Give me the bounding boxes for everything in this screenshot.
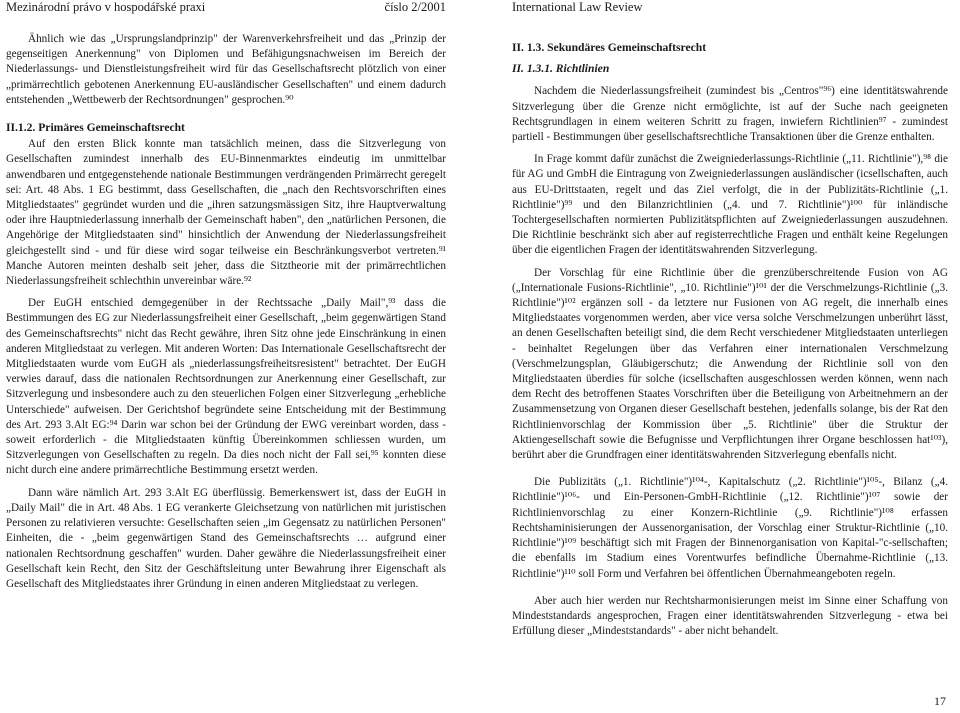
paragraph: Der Vorschlag für eine Richtlinie über die grenzüberschreitende Fusion von AG („Internationale Fusions-Richtlinie", „10. Richtlinie")¹⁰¹ der die Verschmelzungs-Richtlinie („3. Richtlinie")¹⁰² ergänzen soll - da letztere nur Fusionen von AG regelt, die innerhalb eines Mitgliedstaates vorgenommen werden, aber vice versa solche Verschmelzungen unberührt lässt, an denen Gesellschaften beteiligt sind, die dem Recht verschiedener Mitgliedstaaten unterliegen - beinhaltet Regelungen über das Verfahren einer internationalen Verschmelzung (Verschmelzungsplan, Gläubigerschutz; die Anwendung der Richtlinie soll von den Mitgliedstaaten überdies für solche (icsellschaften ausgeschlossen werden können, wenn nach dem Recht des betroffenen Staates Vorschriften über die Beteiligung von Arbeitnehmern an der Zusammensetzung von Organen dieser Gesellschaft bestehen, jedenfalls solange, bis der Rat den Richtlinienvorschlag der Kommission über „5. Richtlinie" über die Struktur der Aktiengesellschaft sowie die Befugnisse und Verpflichtungen ihrer Organe beschlossen hat¹⁰³), berührt aber die Grundfragen einer identitätswahrenden Sitzverlegung ebenfalls nicht. bbox=[512, 266, 948, 462]
paragraph: Auf den ersten Blick konnte man tatsächlich meinen, dass die Sitzverlegung von Gesellschaften zumindest innerhalb des EU-Binnenmarktes eindeutig im unmittelbar anwendbaren und entgegenstehende nationale Bestimmungen verdrängenden Primärrecht geregelt sei: Art. 48 Abs. 1 EG bestimmt, dass Gesellschaften, die „nach den Rechtsvorschriften eines Mitgliedstaates" gegründet wurden und die „ihren satzungsmässigen Sitz, ihre Hauptverwaltung oder ihre Hauptniederlassung innerhalb der Gemeinschaft haben", den „natürlichen Personen, die Angehörige der Mitgliedstaaten sind" hinsichtlich der Anwendung der Niederlassungsfreiheit gleichgestellt sind - und für diese wird sogar teilweise ein Beschränkungsverbot vertreten.⁹¹ Manche Autoren meinten deshalb seit jeher, dass die Sitztheorie mit der primärrechtlichen Niederlassungsfreiheit schlechthin unvereinbar wäre.⁹² bbox=[6, 138, 446, 288]
left-running-head bbox=[6, 0, 446, 18]
journal-title-en: International Law Review bbox=[512, 0, 643, 14]
paragraph: Der EuGH entschied demgegenüber in der Rechtssache „Daily Mail",⁹³ dass die Bestimmungen des EG zur Niederlassungsfreiheit einer Gesellschaft, „beim gegenwärtigen Stand des Gemeinschaftsrechts" nicht das Recht gewähre, ihren Sitz ohne jede Einschränkung in einen anderen Mitgliedstaat zu verlegen. Mit anderen Worten: Das Internationale Gesellschaftsrecht der Mitgliedstaaten wurde vom EuGH als „niederlassungsfreiheitsresistent" betrachtet. Der EuGH verwies darauf, dass die nationalen Rechtsordnungen zur Anerkennung einer Gesellschaft, zur Sitzverlegung und insbesondere auch zu den steuerlichen Folgen einer Sitzverlegung „erhebliche Unterschiede" aufweisen. Der Gerichtshof begründete seine Entscheidung mit der Bestimmung des Art. 293 3.Alt EG:⁹⁴ Darin war schon bei der Gründung der EWG vereinbart worden, dass - soweit erforderlich - die Mitgliedstaaten künftig Übereinkommen schliessen wurden, um Sitzverlegungen von Gesellschaften zu regeln. Da dies noch nicht der Fall sei,⁹⁵ konnten diese nicht durch eine andere primärrechtliche Bestimmung ersetzt werden. bbox=[6, 297, 446, 477]
issue-number: číslo 2/2001 bbox=[384, 0, 446, 14]
subsection-heading: II. 1.3.1. Richtlinien bbox=[512, 62, 610, 76]
paragraph: Dann wäre nämlich Art. 293 3.Alt EG überflüssig. Bemerkenswert ist, dass der EuGH in „Daily Mail" die in Art. 48 Abs. 1 EG verankerte Gleichsetzung von natürlichen mit juristischen Personen zu relativieren versuchte: Gesellschaften seien „im Gegensatz zu natürlichen Personen" Einheiten, die - „beim gegenwärtigen Stand des Gemeinschaftsrechts … aufgrund einer nationalen Rechtsordnung geschaffen" wurden. Daher gewähre die Niederlassungsfreiheit einer Gesellschaft kein Recht, den Sitz der Geschäftsleitung unter Bewahrung ihrer Eigenschaft als Gesellschaft des Mitgliedstaates ihrer Gründung in einen anderen Mitgliedstaat zu verlegen. bbox=[6, 486, 446, 590]
paragraph: Aber auch hier werden nur Rechtsharmonisierungen meist im Sinne einer Schaffung von Mindeststandards angesprochen, Fragen einer identitätswahrenden Sitzverlegung - etwa bei Erfüllung dieser „Mindeststandards" - aber nicht behandelt. bbox=[512, 594, 948, 638]
right-column bbox=[512, 0, 948, 639]
page-number: 17 bbox=[934, 694, 946, 708]
journal-title: Mezinárodní právo v hospodářské praxi bbox=[6, 0, 206, 14]
paragraph: Die Publizitäts („1. Richtlinie")¹⁰⁴-, Kapitalschutz („2. Richtlinie")¹⁰⁵-, Bilanz („4. Richtlinie")¹⁰⁶- und Ein-Personen-GmbH-Richtlinie („12. Richtlinie")¹⁰⁷ sowie der Richtlinienvorschlag zu einer Konzern-Richtlinie („9. Richtlinie")¹⁰⁸ erfassen Rechtshaminisierungen der Aussenorganisation, der Vorschlag einer Struktur-Richtlinie („10. Richtlinie")¹⁰⁹ beschäftigt sich mit Fragen der Binnenorganisation von Kapital-"c-sellschaften; die ebenfalls im Stadium eines Vorentwurfes befindliche Übernahme-Richtlinie („13. Richtlinie")¹¹⁰ soll Form und Verfahren bei öffentlichen Übernahmeangeboten regeln. bbox=[512, 476, 948, 580]
paragraph: In Frage kommt dafür zunächst die Zweigniederlassungs-Richtlinie („11. Richtlinie"),⁹⁸ die für AG und GmbH die Eintragung von Zweigniederlassungen ausländischer (icsellschaften, auch aus EU-Drittstaaten, regelt und das Ziel verfolgt, die in der Publizitäts-Richtlinie („1. Richtlinie")⁹⁹ und den Bilanzrichtlinien („4. und 7. Richtlinie")¹⁰⁰ für inländische Tochtergesellschaften normierten Publizitätspflichten auf Zweigniederlassungen auszudehnen. Die Richtlinie beschränkt sich aber auf registerrechtliche Fragen und enthält keine Regelungen über die eigentlichen Fragen der identitätswahrenden Sitzverlegung. bbox=[512, 153, 948, 257]
paragraph: Ähnlich wie das „Ursprungslandprinzip" der Warenverkehrsfreiheit und das „Prinzip der gegenseitigen Anerkennung" von Diplomen und Befähigungsnachweisen im Bereich der Niederlassungs- und Dienstleistungsfreiheit wird für das Gesellschaftsrecht plötzlich von einer „primärrechtlich gebotenen Anerkennung EU-ausländischer Gesellschaften" und einem dadurch entstehenden „Wettbewerb der Rechtsordnungen" gesprochen.⁹⁰ bbox=[6, 33, 446, 106]
left-column bbox=[6, 0, 446, 592]
section-heading: II.1.2. Primäres Gemeinschaftsrecht bbox=[6, 121, 185, 135]
section-heading: II. 1.3. Sekundäres Gemeinschaftsrecht bbox=[512, 41, 707, 54]
paragraph: Nachdem die Niederlassungsfreiheit (zumindest bis „Centros"⁹⁶) eine identitätswahrende Sitzverlegung über die Grenze nicht ermöglichte, ist auf der Suche nach geeigneten Rechtsgrundlagen in einem weiteren Schritt zu fragen, inwiefern Richtlinien⁹⁷ - zumindest partiell - Bestimmungen über gesellschaftsrechtliche Transaktionen über die Grenze enthalten. bbox=[512, 85, 948, 144]
right-running-head bbox=[512, 0, 948, 18]
